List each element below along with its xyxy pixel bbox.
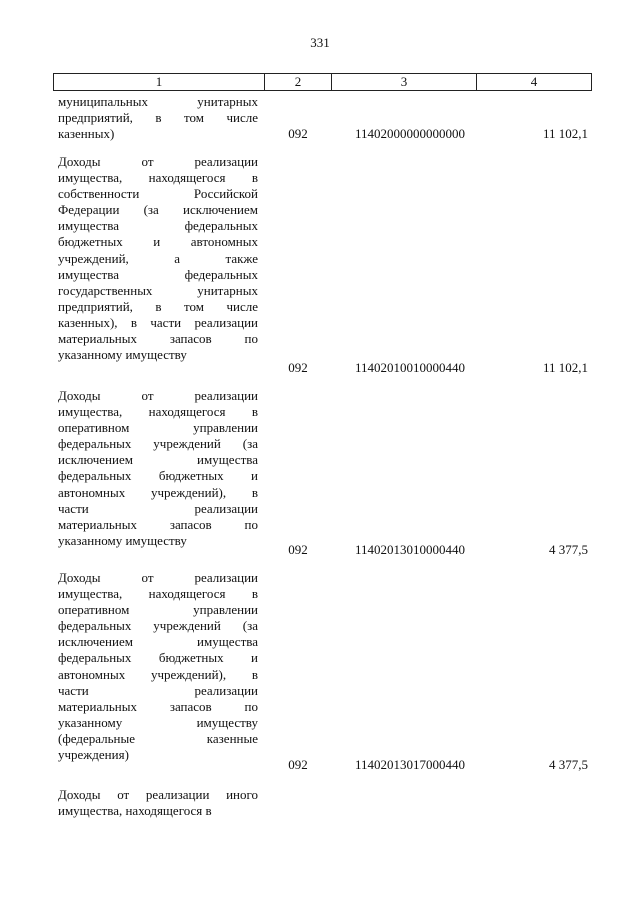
row-budget-code: 11402010010000440 (354, 360, 466, 375)
description-line: материальных запасов по (58, 331, 258, 347)
description-line: Федерации (за исключением (58, 202, 258, 218)
description-line: собственности Российской (58, 186, 258, 202)
description-line: оперативном управлении (58, 602, 258, 618)
description-line: исключением имущества (58, 452, 258, 468)
description-line: федеральных бюджетных и (58, 468, 258, 484)
description-line: имущества федеральных (58, 266, 258, 282)
description-line: бюджетных и автономных (58, 234, 258, 250)
description-line: учреждений, а также (58, 250, 258, 266)
description-line: имущества, находящегося в (58, 170, 258, 186)
header-col-1: 1 (54, 74, 265, 90)
description-line: предприятий, в том числе (58, 110, 258, 126)
description-line: Доходы от реализации (58, 388, 258, 403)
row-amount: 4 377,5 (549, 757, 588, 772)
description-line: федеральных учреждений (за (58, 618, 258, 634)
row-amount: 11 102,1 (542, 360, 588, 375)
header-col-3: 3 (332, 74, 477, 90)
row-budget-code: 11402000000000000 (354, 126, 466, 141)
table-header (53, 73, 592, 91)
description-line: Доходы от реализации (58, 154, 258, 169)
description-line: федеральных учреждений (за (58, 436, 258, 452)
page-number: 331 (310, 35, 330, 50)
description-line: федеральных бюджетных и (58, 650, 258, 666)
description-line: муниципальных унитарных (58, 94, 258, 109)
description-line: имущества, находящегося в (58, 803, 212, 819)
row-description (58, 154, 258, 363)
description-line: государственных унитарных (58, 282, 258, 298)
row-admin-code: 092 (288, 757, 308, 772)
description-line: автономных учреждений), в (58, 666, 258, 682)
description-line: материальных запасов по (58, 516, 258, 532)
description-line: предприятий, в том числе (58, 298, 258, 314)
row-description (58, 570, 258, 763)
row-description (58, 787, 258, 819)
description-line: имущества, находящегося в (58, 586, 258, 602)
row-amount: 11 102,1 (542, 126, 588, 141)
description-line: материальных запасов по (58, 698, 258, 714)
row-description (58, 94, 258, 142)
description-line: имущества, находящегося в (58, 404, 258, 420)
description-line: части реализации (58, 500, 258, 516)
description-line: Доходы от реализации иного (58, 787, 258, 802)
description-line: указанному имуществу (58, 532, 187, 548)
row-admin-code: 092 (288, 542, 308, 557)
row-admin-code: 092 (288, 360, 308, 375)
row-budget-code: 11402013010000440 (354, 542, 466, 557)
row-amount: 4 377,5 (549, 542, 588, 557)
description-line: оперативном управлении (58, 420, 258, 436)
row-budget-code: 11402013017000440 (354, 757, 466, 772)
header-col-4: 4 (530, 74, 538, 89)
description-line: указанному имуществу (58, 714, 258, 730)
row-admin-code: 092 (288, 126, 308, 141)
description-line: казенных), в части реализации (58, 314, 258, 330)
description-line: Доходы от реализации (58, 570, 258, 585)
row-description (58, 388, 258, 549)
header-col-2: 2 (265, 74, 332, 90)
description-line: казенных) (58, 126, 115, 142)
description-line: части реализации (58, 682, 258, 698)
description-line: автономных учреждений), в (58, 484, 258, 500)
description-line: (федеральные казенные (58, 730, 258, 746)
description-line: имущества федеральных (58, 218, 258, 234)
description-line: исключением имущества (58, 634, 258, 650)
description-line: учреждения) (58, 747, 129, 763)
description-line: указанному имуществу (58, 347, 187, 363)
